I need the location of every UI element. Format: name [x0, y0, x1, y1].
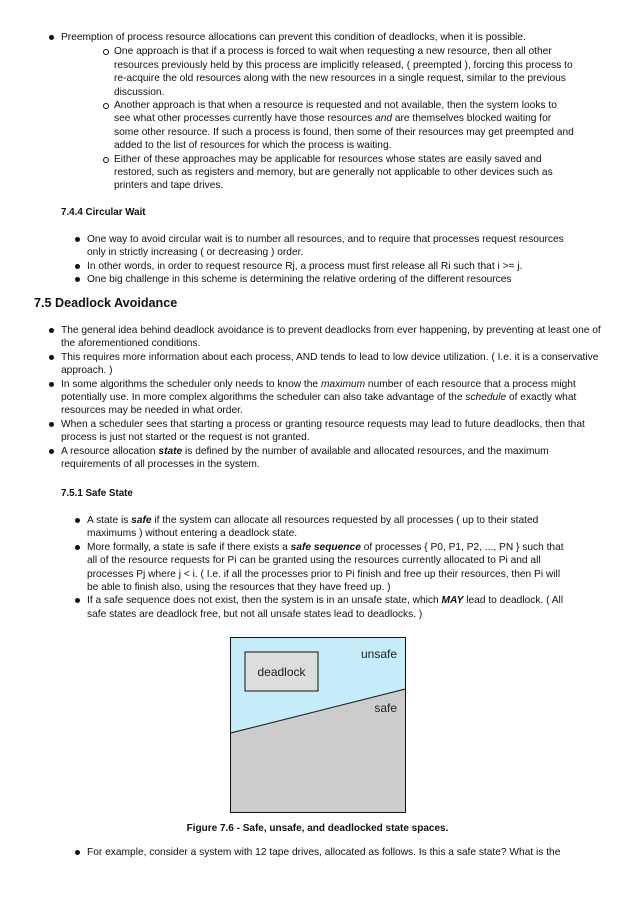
list-item: When a scheduler sees that starting a process or granting resource requests may lead to future deadlocks, then that process is just not started or the request is not granted.	[61, 418, 603, 445]
bold-emphasis: MAY	[441, 595, 464, 607]
unsafe-label: unsafe	[360, 647, 397, 661]
text-run: of exactly what resources may be needed in what order.	[61, 392, 577, 417]
safe-label: safe	[374, 701, 397, 715]
text-run: lead to deadlock. ( All safe states are deadlock free, but not all unsafe states lead to deadlocks. )	[87, 595, 564, 620]
text-run: of processes { P0, P1, P2, ..., PN } such that all of the resource requests for Pi can be granted using the resources currently allocated to Pi and all processes Pj where j < i. ( I.e. if all the processes prior to Pi finish and free up their resources, then Pi will be able to finish also, using the resources that they have freed up. )	[87, 541, 564, 594]
emphasis: maximum	[320, 378, 366, 390]
preemption-block	[0, 31, 601, 193]
safe-state-block	[0, 514, 565, 621]
list-item: One way to avoid circular wait is to number all resources, and to require that processes request resources only in strictly increasing ( or decreasing ) order.	[87, 234, 564, 259]
list-item	[87, 541, 565, 595]
list-item	[61, 378, 603, 418]
text-run: is defined by the number of available and allocated resources, and the maximum requirements of all processes in the system.	[61, 445, 549, 471]
section-heading-7-5: 7.5 Deadlock Avoidance	[34, 296, 178, 310]
list-item-text: Preemption of process resource allocations can prevent this condition of deadlocks, when it is possible.	[61, 32, 526, 43]
bold-emphasis: safe sequence	[290, 541, 361, 553]
list-item	[87, 594, 565, 621]
sub-list-item	[114, 99, 576, 153]
sub-list-item-text: One approach is that if a process is forced to wait when requesting a new resource, then all other resources previously held by this process are implicitly released, ( preempted ), forcing this process to re-acquire the old resources along with the new resources in a single request, similar to the previous discussion.	[114, 46, 573, 98]
deadlock-label: deadlock	[257, 665, 306, 679]
example-block	[0, 846, 587, 859]
section-heading-7-4-4: 7.4.4 Circular Wait	[61, 207, 146, 218]
emphasis: and	[375, 113, 393, 125]
state-spaces-figure	[230, 637, 406, 813]
list-item	[61, 31, 601, 44]
list-item: For example, consider a system with 12 tape drives, allocated as follows. Is this a safe state? What is the	[87, 846, 587, 859]
text-run: number of each resource that a process might potentially use. In more complex algorithms the scheduler can also take advantage of the	[61, 378, 576, 404]
text-run: A resource allocation	[61, 445, 159, 457]
sub-list-item	[114, 45, 576, 99]
text-run: are themselves blocked waiting for some other resource. If such a process is found, then some of their resources may get preempted and added to the list of resources for which the process is waiting.	[114, 113, 574, 152]
emphasis: schedule	[465, 392, 507, 404]
bold-emphasis: state	[158, 445, 183, 457]
text-run: If a safe sequence does not exist, then the system is in an unsafe state, which	[87, 595, 442, 607]
sub-list-item	[114, 153, 576, 193]
circular-wait-block	[0, 233, 565, 287]
text-run: if the system can allocate all resources requested by all processes ( up to their stated maximums ) without entering a deadlock state.	[87, 515, 539, 540]
text-run: More formally, a state is safe if there exists a	[87, 541, 291, 553]
text-run: Another approach is that when a resource is requested and not available, then the system looks to see what other processes currently have those resources	[114, 100, 557, 125]
text-run: In some algorithms the scheduler only needs to know the	[61, 378, 321, 390]
figure-caption: Figure 7.6 - Safe, unsafe, and deadlocked state spaces.	[186, 823, 449, 834]
list-item	[61, 445, 603, 472]
text-run: A state is	[87, 515, 132, 526]
list-item: This requires more information about each process, AND tends to lead to low device utilization. ( I.e. it is a conservative approach. )	[61, 351, 603, 378]
list-item: One big challenge in this scheme is determining the relative ordering of the different resources	[87, 273, 565, 286]
list-item: The general idea behind deadlock avoidance is to prevent deadlocks from ever happening, by preventing at least one of the aforementioned conditions.	[61, 324, 603, 351]
list-item: In other words, in order to request resource Rj, a process must first release all Ri such that i >= j.	[87, 260, 565, 273]
section-heading-7-5-1: 7.5.1 Safe State	[61, 488, 133, 499]
bold-emphasis: safe	[131, 515, 152, 526]
list-item	[87, 514, 565, 541]
sub-list-item-text: Either of these approaches may be applicable for resources whose states are easily saved and restored, such as registers and memory, but are generally not applicable to other devices such as printers and tape drives.	[114, 153, 553, 192]
deadlock-avoidance-block	[0, 324, 603, 471]
